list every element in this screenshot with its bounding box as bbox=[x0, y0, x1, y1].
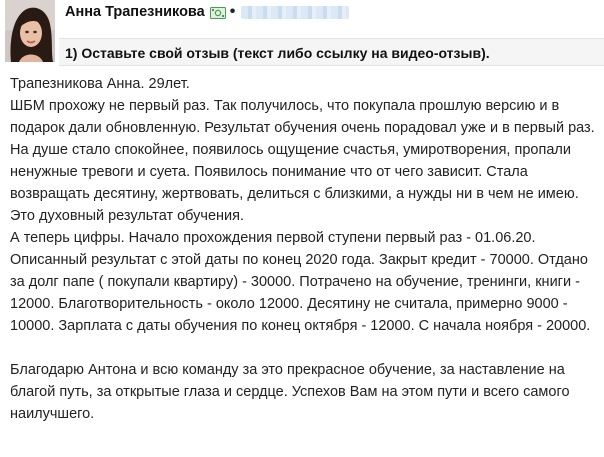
review-text bbox=[10, 73, 600, 425]
blurred-link[interactable] bbox=[241, 6, 349, 19]
money-bill-icon bbox=[210, 6, 226, 18]
review-paragraph: Трапезникова Анна. 29лет. ШБМ прохожу не первый раз. Так получилось, что покупала прошлую версию и в подарок дали обновленную. Результат обучения очень порадовал уже и в первый раз. На душе стало спокойнее, появилось ощущение счастья, умиротворения, пропали ненужные тревоги и суета. Появилось понимание что от чего зависит. Стала возвращать десятину, жертвовать, делиться с близкими, а нужды ни в чем не имею. Это духовный результат обучения. А теперь цифры. Начало прохождения первой ступени первый раз - 01.06.20. Описанный результат с этой даты по конец 2020 года. Закрыт кредит - 70000. Отдано за долг папе ( покупали квартиру) - 30000. Потрачено на обучение, тренинги, книги - 12000. Благотворительность - около 12000. Десятину не считала, примерно 9000 - 10000. Зарплата с даты обучения по конец октября - 12000. С начала ноября - 20000. bbox=[10, 76, 595, 334]
avatar[interactable] bbox=[5, 0, 55, 62]
author-row bbox=[65, 1, 349, 23]
question-label: 1) Оставьте свой отзыв (текст либо ссылку на видео-отзыв). bbox=[65, 45, 490, 61]
post-header bbox=[0, 0, 604, 66]
author-name[interactable]: Анна Трапезникова bbox=[65, 4, 205, 20]
question-box bbox=[59, 38, 604, 66]
avatar-photo bbox=[5, 0, 55, 62]
separator-dot: • bbox=[229, 3, 236, 20]
paragraph-gap bbox=[10, 337, 600, 359]
review-paragraph: Благодарю Антона и всю команду за это прекрасное обучение, за наставление на благой путь, за открытые глаза и сердце. Успехов Вам на этом пути и всего самого наилучшего. bbox=[10, 362, 570, 422]
